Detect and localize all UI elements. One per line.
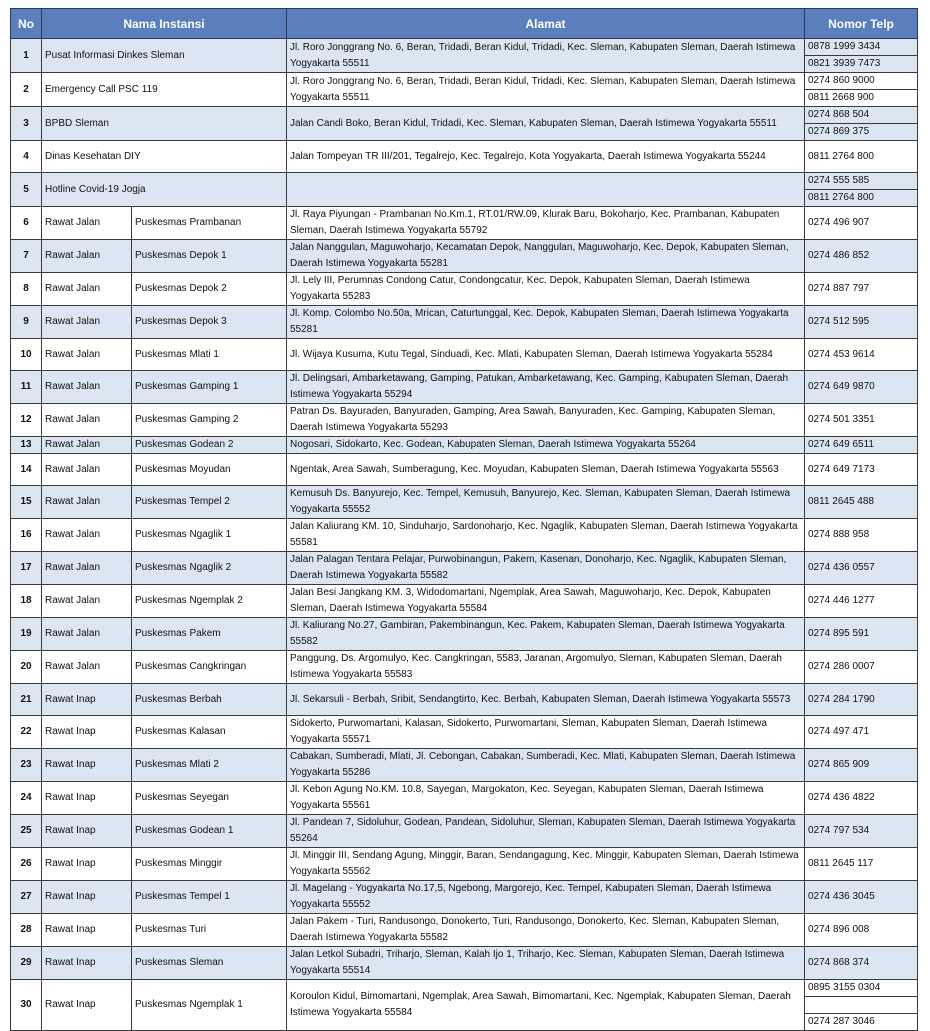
service-type: Rawat Inap [42, 980, 132, 1031]
service-type: Rawat Jalan [42, 273, 132, 306]
header-no: No [11, 9, 42, 39]
phone-number[interactable]: 0274 287 3046 [805, 1013, 917, 1030]
service-type: Rawat Jalan [42, 618, 132, 651]
address-cell: Jalan Kaliurang KM. 10, Sinduharjo, Sardonoharjo, Kec. Ngaglik, Kabupaten Sleman, Daerah Istimewa Yogyakarta 55581 [287, 519, 805, 552]
phone-cell [805, 39, 918, 73]
phone-number[interactable] [805, 996, 917, 1013]
phone-number[interactable]: 0878 1999 3434 [808, 41, 881, 52]
phone-number[interactable]: 0895 3155 0304 [808, 982, 881, 993]
row-number: 8 [11, 273, 42, 306]
phone-number[interactable]: 0274 895 591 [808, 628, 870, 639]
phone-cell [805, 716, 918, 749]
institution-name: Puskesmas Depok 1 [132, 240, 287, 273]
table-row [11, 437, 918, 454]
table-row [11, 207, 918, 240]
address-cell: Jl. Komp. Colombo No.50a, Mrican, Caturtunggal, Kec. Depok, Kabupaten Sleman, Daerah Istimewa Yogyakarta 55281 [287, 306, 805, 339]
institution-name: Puskesmas Gamping 1 [132, 371, 287, 404]
institution-name: Hotline Covid-19 Jogja [42, 173, 287, 207]
institution-name: Puskesmas Seyegan [132, 782, 287, 815]
phone-number[interactable]: 0274 649 9870 [808, 381, 875, 392]
phone-cell [805, 980, 918, 1031]
table-header-row [11, 9, 918, 39]
table-row [11, 618, 918, 651]
row-number: 1 [11, 39, 42, 73]
institution-name: Puskesmas Ngemplak 1 [132, 980, 287, 1031]
service-type: Rawat Inap [42, 947, 132, 980]
phone-number[interactable]: 0274 486 852 [808, 250, 870, 261]
table-row [11, 306, 918, 339]
row-number: 5 [11, 173, 42, 207]
header-nama-instansi: Nama Instansi [42, 9, 287, 39]
row-number: 13 [11, 437, 42, 454]
row-number: 14 [11, 454, 42, 486]
service-type: Rawat Jalan [42, 339, 132, 371]
table-row [11, 947, 918, 980]
phone-cell [805, 782, 918, 815]
table-row [11, 486, 918, 519]
phone-number[interactable]: 0821 3939 7473 [805, 55, 917, 72]
row-number: 29 [11, 947, 42, 980]
phone-cell [805, 339, 918, 371]
institution-name: Puskesmas Ngaglik 1 [132, 519, 287, 552]
row-number: 9 [11, 306, 42, 339]
institution-name: Puskesmas Ngemplak 2 [132, 585, 287, 618]
table-row [11, 273, 918, 306]
phone-cell [805, 141, 918, 173]
phone-cell [805, 306, 918, 339]
table-row [11, 552, 918, 585]
table-row [11, 881, 918, 914]
phone-number[interactable]: 0274 860 9000 [808, 75, 875, 86]
phone-number[interactable]: 0274 286 0007 [808, 661, 875, 672]
contact-table [10, 8, 918, 1031]
address-cell: Sidokerto, Purwomartani, Kalasan, Sidokerto, Purwomartani, Sleman, Kabupaten Sleman, Daerah Istimewa Yogyakarta 55571 [287, 716, 805, 749]
phone-number[interactable]: 0811 2764 800 [808, 150, 874, 162]
institution-name: Puskesmas Ngaglik 2 [132, 552, 287, 585]
phone-cell [805, 848, 918, 881]
phone-number[interactable]: 0274 868 504 [808, 109, 870, 120]
phone-cell [805, 371, 918, 404]
address-cell: Cabakan, Sumberadi, Mlati, Jl. Cebongan, Cabakan, Sumberadi, Kec. Mlati, Kabupaten Sleman, Daerah Istimewa Yogyakarta 55286 [287, 749, 805, 782]
institution-name: Puskesmas Moyudan [132, 454, 287, 486]
address-cell: Jl. Magelang - Yogyakarta No.17,5, Ngebong, Margorejo, Kec. Tempel, Kabupaten Sleman, Daerah Istimewa Yogyakarta 55552 [287, 881, 805, 914]
institution-name: Dinas Kesehatan DIY [42, 141, 287, 173]
address-cell: Ngentak, Area Sawah, Sumberagung, Kec. Moyudan, Kabupaten Sleman, Daerah Istimewa Yogyakarta 55563 [287, 454, 805, 486]
row-number: 6 [11, 207, 42, 240]
address-cell: Jalan Tompeyan TR III/201, Tegalrejo, Kec. Tegalrejo, Kota Yogyakarta, Daerah Istimewa Yogyakarta 55244 [287, 141, 805, 173]
address-cell: Kemusuh Ds. Banyurejo, Kec. Tempel, Kemusuh, Banyurejo, Kec. Sleman, Kabupaten Sleman, Daerah Istimewa Yogyakarta 55552 [287, 486, 805, 519]
service-type: Rawat Jalan [42, 240, 132, 273]
institution-name: Emergency Call PSC 119 [42, 73, 287, 107]
phone-number[interactable]: 0274 436 3045 [808, 891, 875, 902]
row-number: 25 [11, 815, 42, 848]
table-row [11, 73, 918, 107]
address-cell: Jl. Roro Jonggrang No. 6, Beran, Tridadi, Beran Kidul, Tridadi, Kec. Sleman, Kabupaten Sleman, Daerah Istimewa Yogyakarta 55511 [287, 39, 805, 73]
row-number: 19 [11, 618, 42, 651]
phone-cell [805, 240, 918, 273]
row-number: 10 [11, 339, 42, 371]
phone-number[interactable]: 0274 284 1790 [808, 693, 875, 705]
institution-name: BPBD Sleman [42, 107, 287, 141]
institution-name: Puskesmas Kalasan [132, 716, 287, 749]
phone-cell [805, 749, 918, 782]
table-row [11, 980, 918, 1031]
service-type: Rawat Inap [42, 815, 132, 848]
institution-name: Puskesmas Tempel 1 [132, 881, 287, 914]
phone-number[interactable]: 0274 649 7173 [808, 463, 875, 475]
phone-number[interactable]: 0274 865 909 [808, 759, 870, 770]
table-row [11, 519, 918, 552]
phone-cell [805, 914, 918, 947]
service-type: Rawat Jalan [42, 486, 132, 519]
table-row [11, 371, 918, 404]
address-cell: Jalan Pakem - Turi, Randusongo, Donokerto, Turi, Randusongo, Donokerto, Kec. Sleman, Kabupaten Sleman, Daerah Istimewa Yogyakarta 55582 [287, 914, 805, 947]
row-number: 3 [11, 107, 42, 141]
institution-name: Puskesmas Turi [132, 914, 287, 947]
row-number: 23 [11, 749, 42, 782]
table-row [11, 914, 918, 947]
service-type: Rawat Inap [42, 848, 132, 881]
address-cell: Panggung, Ds. Argomulyo, Kec. Cangkringan, 5583, Jaranan, Argomulyo, Sleman, Kabupaten Sleman, Daerah Istimewa Yogyakarta 55583 [287, 651, 805, 684]
phone-cell [805, 684, 918, 716]
address-cell: Nogosari, Sidokarto, Kec. Godean, Kabupaten Sleman, Daerah Istimewa Yogyakarta 55264 [287, 437, 805, 454]
phone-number[interactable]: 0274 501 3351 [808, 414, 875, 425]
institution-name: Puskesmas Godean 2 [132, 437, 287, 454]
row-number: 11 [11, 371, 42, 404]
row-number: 30 [11, 980, 42, 1031]
service-type: Rawat Inap [42, 684, 132, 716]
phone-cell [805, 881, 918, 914]
phone-cell [805, 73, 918, 107]
address-cell: Jl. Minggir III, Sendang Agung, Minggir, Baran, Sendangagung, Kec. Minggir, Kabupaten Sleman, Daerah Istimewa Yogyakarta 55562 [287, 848, 805, 881]
address-cell: Jl. Sekarsuli - Berbah, Sribit, Sendangtirto, Kec. Berbah, Kabupaten Sleman, Daerah Istimewa Yogyakarta 55573 [287, 684, 805, 716]
table-row [11, 651, 918, 684]
phone-number[interactable]: 0274 496 907 [808, 217, 870, 228]
table-row [11, 454, 918, 486]
row-number: 15 [11, 486, 42, 519]
institution-name: Puskesmas Prambanan [132, 207, 287, 240]
phone-number[interactable]: 0274 797 534 [808, 825, 870, 836]
row-number: 24 [11, 782, 42, 815]
service-type: Rawat Jalan [42, 519, 132, 552]
phone-cell [805, 618, 918, 651]
institution-name: Puskesmas Gamping 2 [132, 404, 287, 437]
address-cell: Patran Ds. Bayuraden, Banyuraden, Gamping, Area Sawah, Banyuraden, Kec. Gamping, Kabupaten Sleman, Daerah Istimewa Yogyakarta 55293 [287, 404, 805, 437]
table-row [11, 339, 918, 371]
row-number: 17 [11, 552, 42, 585]
institution-name: Pusat Informasi Dinkes Sleman [42, 39, 287, 73]
phone-number[interactable]: 0274 436 4822 [808, 792, 875, 803]
service-type: Rawat Jalan [42, 454, 132, 486]
row-number: 16 [11, 519, 42, 552]
service-type: Rawat Inap [42, 782, 132, 815]
table-row [11, 173, 918, 207]
table-row [11, 782, 918, 815]
phone-cell [805, 519, 918, 552]
phone-cell [805, 552, 918, 585]
service-type: Rawat Inap [42, 881, 132, 914]
institution-name: Puskesmas Mlati 1 [132, 339, 287, 371]
institution-name: Puskesmas Sleman [132, 947, 287, 980]
table-row [11, 848, 918, 881]
phone-number[interactable]: 0274 887 797 [808, 283, 870, 294]
institution-name: Puskesmas Minggir [132, 848, 287, 881]
address-cell: Koroulon Kidul, Bimomartani, Ngemplak, Area Sawah, Bimomartani, Kec. Ngemplak, Kabupaten Sleman, Daerah Istimewa Yogyakarta 55584 [287, 980, 805, 1031]
phone-cell [805, 107, 918, 141]
phone-number[interactable]: 0274 649 6511 [808, 439, 874, 450]
table-row [11, 107, 918, 141]
institution-name: Puskesmas Mlati 2 [132, 749, 287, 782]
header-nomor-telp: Nomor Telp [805, 9, 918, 39]
contact-table-container [10, 8, 917, 1031]
phone-number[interactable]: 0274 896 008 [808, 924, 870, 935]
institution-name: Puskesmas Depok 3 [132, 306, 287, 339]
service-type: Rawat Inap [42, 914, 132, 947]
row-number: 28 [11, 914, 42, 947]
address-cell: Jalan Letkol Subadri, Triharjo, Sleman, Kalah Ijo 1, Triharjo, Kec. Sleman, Kabupaten Sleman, Daerah Istimewa Yogyakarta 55514 [287, 947, 805, 980]
phone-number[interactable]: 0274 512 595 [808, 316, 870, 327]
row-number: 2 [11, 73, 42, 107]
phone-cell [805, 585, 918, 618]
phone-number[interactable]: 0274 453 9614 [808, 348, 875, 360]
address-cell [287, 173, 805, 207]
institution-name: Puskesmas Cangkringan [132, 651, 287, 684]
phone-number[interactable]: 0274 869 375 [805, 123, 917, 140]
service-type: Rawat Jalan [42, 207, 132, 240]
address-cell: Jl. Kaliurang No.27, Gambiran, Pakembinangun, Kec. Pakem, Kabupaten Sleman, Daerah Istimewa Yogyakarta 55582 [287, 618, 805, 651]
phone-number[interactable]: 0274 436 0557 [808, 562, 875, 573]
phone-cell [805, 173, 918, 207]
address-cell: Jl. Roro Jonggrang No. 6, Beran, Tridadi, Beran Kidul, Tridadi, Kec. Sleman, Kabupaten Sleman, Daerah Istimewa Yogyakarta 55511 [287, 73, 805, 107]
phone-cell [805, 651, 918, 684]
row-number: 22 [11, 716, 42, 749]
phone-cell [805, 207, 918, 240]
row-number: 27 [11, 881, 42, 914]
table-row [11, 815, 918, 848]
service-type: Rawat Jalan [42, 437, 132, 454]
phone-cell [805, 404, 918, 437]
service-type: Rawat Inap [42, 749, 132, 782]
phone-cell [805, 815, 918, 848]
phone-number[interactable]: 0811 2668 900 [805, 89, 917, 106]
phone-number[interactable]: 0811 2764 800 [805, 189, 917, 206]
institution-name: Puskesmas Berbah [132, 684, 287, 716]
address-cell: Jalan Candi Boko, Beran Kidul, Tridadi, Kec. Sleman, Kabupaten Sleman, Daerah Istimewa Yogyakarta 55511 [287, 107, 805, 141]
row-number: 26 [11, 848, 42, 881]
address-cell: Jl. Raya Piyungan - Prambanan No.Km.1, RT.01/RW.09, Klurak Baru, Bokoharjo, Kec. Prambanan, Kabupaten Sleman, Daerah Istimewa Yogyakarta 55792 [287, 207, 805, 240]
phone-number[interactable]: 0274 446 1277 [808, 595, 875, 606]
service-type: Rawat Inap [42, 716, 132, 749]
table-row [11, 240, 918, 273]
phone-number[interactable]: 0274 868 374 [808, 957, 870, 968]
address-cell: Jl. Delingsari, Ambarketawang, Gamping, Patukan, Ambarketawang, Kec. Gamping, Kabupaten Sleman, Daerah Istimewa Yogyakarta 55294 [287, 371, 805, 404]
institution-name: Puskesmas Godean 1 [132, 815, 287, 848]
table-row [11, 749, 918, 782]
service-type: Rawat Jalan [42, 404, 132, 437]
table-row [11, 141, 918, 173]
phone-cell [805, 437, 918, 454]
row-number: 18 [11, 585, 42, 618]
service-type: Rawat Jalan [42, 306, 132, 339]
header-alamat: Alamat [287, 9, 805, 39]
service-type: Rawat Jalan [42, 651, 132, 684]
phone-cell [805, 947, 918, 980]
institution-name: Puskesmas Tempel 2 [132, 486, 287, 519]
institution-name: Puskesmas Pakem [132, 618, 287, 651]
address-cell: Jl. Pandean 7, Sidoluhur, Godean, Pandean, Sidoluhur, Sleman, Kabupaten Sleman, Daerah Istimewa Yogyakarta 55264 [287, 815, 805, 848]
address-cell: Jl. Kebon Agung No.KM. 10.8, Sayegan, Margokaton, Kec. Seyegan, Kabupaten Sleman, Daerah Istimewa Yogyakarta 55561 [287, 782, 805, 815]
address-cell: Jalan Nanggulan, Maguwoharjo, Kecamatan Depok, Nanggulan, Maguwoharjo, Kec. Depok, Kabupaten Sleman, Daerah Istimewa Yogyakarta 55281 [287, 240, 805, 273]
table-row [11, 404, 918, 437]
row-number: 12 [11, 404, 42, 437]
phone-number[interactable]: 0811 2645 488 [808, 496, 874, 507]
row-number: 7 [11, 240, 42, 273]
institution-name: Puskesmas Depok 2 [132, 273, 287, 306]
table-body [11, 39, 918, 1031]
service-type: Rawat Jalan [42, 371, 132, 404]
phone-number[interactable]: 0811 2645 117 [808, 858, 874, 869]
phone-number[interactable]: 0274 497 471 [808, 726, 870, 737]
table-row [11, 39, 918, 73]
table-row [11, 716, 918, 749]
service-type: Rawat Jalan [42, 552, 132, 585]
phone-number[interactable]: 0274 888 958 [808, 529, 870, 540]
address-cell: Jalan Palagan Tentara Pelajar, Purwobinangun, Pakem, Kasenan, Donoharjo, Kec. Ngaglik, Kabupaten Sleman, Daerah Istimewa Yogyakarta 55582 [287, 552, 805, 585]
service-type: Rawat Jalan [42, 585, 132, 618]
address-cell: Jl. Wijaya Kusuma, Kutu Tegal, Sinduadi, Kec. Mlati, Kabupaten Sleman, Daerah Istimewa Yogyakarta 55284 [287, 339, 805, 371]
phone-cell [805, 486, 918, 519]
phone-cell [805, 454, 918, 486]
row-number: 4 [11, 141, 42, 173]
row-number: 21 [11, 684, 42, 716]
row-number: 20 [11, 651, 42, 684]
phone-cell [805, 273, 918, 306]
table-row [11, 684, 918, 716]
address-cell: Jalan Besi Jangkang KM. 3, Widodomartani, Ngemplak, Area Sawah, Maguwoharjo, Kec. Depok, Kabupaten Sleman, Daerah Istimewa Yogyakarta 55584 [287, 585, 805, 618]
phone-number[interactable]: 0274 555 585 [808, 175, 870, 186]
table-row [11, 585, 918, 618]
address-cell: Jl. Lely III, Perumnas Condong Catur, Condongcatur, Kec. Depok, Kabupaten Sleman, Daerah Istimewa Yogyakarta 55283 [287, 273, 805, 306]
